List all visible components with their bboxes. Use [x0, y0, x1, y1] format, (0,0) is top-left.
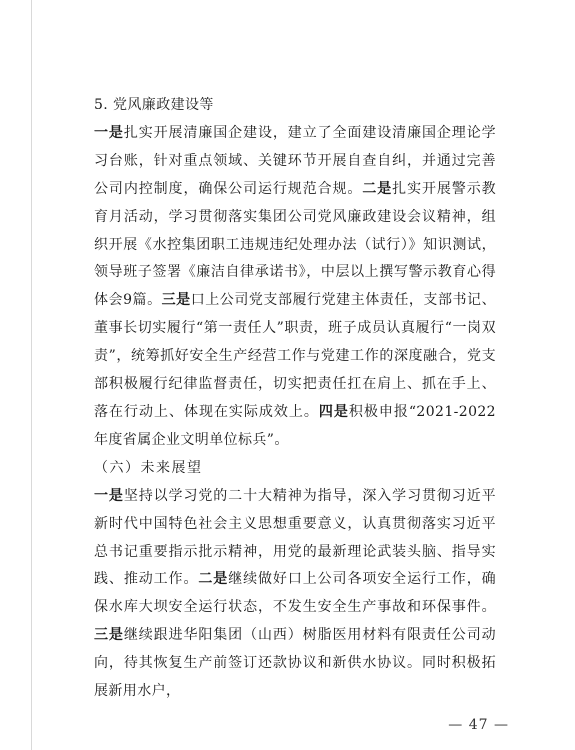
point-3-text: 口上公司党支部履行党建主体责任，支部书记、董事长切实履行“第一责任人”职责，班子成员认真履行“一岗双责”，统筹抓好安全生产经营工作与党建工作的深度融合，党支部积极履行纪律监督责任，切实把责任扛在肩上、抓在手上、落在行动上、体现在实际成效上。 [94, 292, 496, 420]
section-6-heading: （六）未来展望 [94, 459, 203, 476]
outlook-1-lead: 一是 [94, 487, 124, 504]
page-number: — 47 — [448, 717, 509, 733]
outlook-2-text: 继续做好口上公司各项安全运行工作，确保水库大坝安全运行状态，不发生安全生产事故和环保事件。 [94, 571, 496, 616]
section-5-body [94, 120, 496, 455]
point-1-lead: 一是 [94, 124, 124, 141]
point-1-text: 扎实开展清廉国企建设，建立了全面建设清廉国企理论学习台账，针对重点领域、关键环节开展自查自纠，并通过完善公司内控制度，确保公司运行规范合规。 [94, 124, 496, 197]
outlook-3-text: 继续跟进华阳集团（山西）树脂医用材料有限责任公司动向，待其恢复生产前签订还款协议和新供水协议。同时积极拓展新用水户， [94, 627, 496, 700]
point-3-lead: 三是 [161, 292, 191, 309]
outlook-2-lead: 二是 [198, 571, 229, 588]
point-4-text: 积极申报“2021-2022 年度省属企业文明单位标兵”。 [94, 403, 496, 448]
point-4-lead: 四是 [318, 403, 349, 420]
outlook-1-text: 坚持以学习党的二十大精神为指导，深入学习贯彻习近平新时代中国特色社会主义思想重要意义，认真贯彻落实习近平总书记重要指示批示精神，用党的最新理论武装头脑、指导实践、推动工作。 [94, 487, 496, 588]
outlook-3-lead: 三是 [94, 627, 124, 644]
section-5-heading: 5. 党风廉政建设等 [94, 97, 214, 113]
page-footer [0, 717, 575, 733]
page-edge-rule [31, 0, 32, 750]
section-6-body [94, 483, 496, 706]
point-2-lead: 二是 [362, 180, 393, 197]
point-2-text: 扎实开展警示教育月活动，学习贯彻落实集团公司党风廉政建设会议精神，组织开展《水控集团职工违规违纪处理办法（试行）》知识测试，领导班子签署《廉洁自律承诺书》，中层以上撰写警示教育心得体会9篇。 [94, 180, 496, 309]
document-page [94, 92, 496, 706]
